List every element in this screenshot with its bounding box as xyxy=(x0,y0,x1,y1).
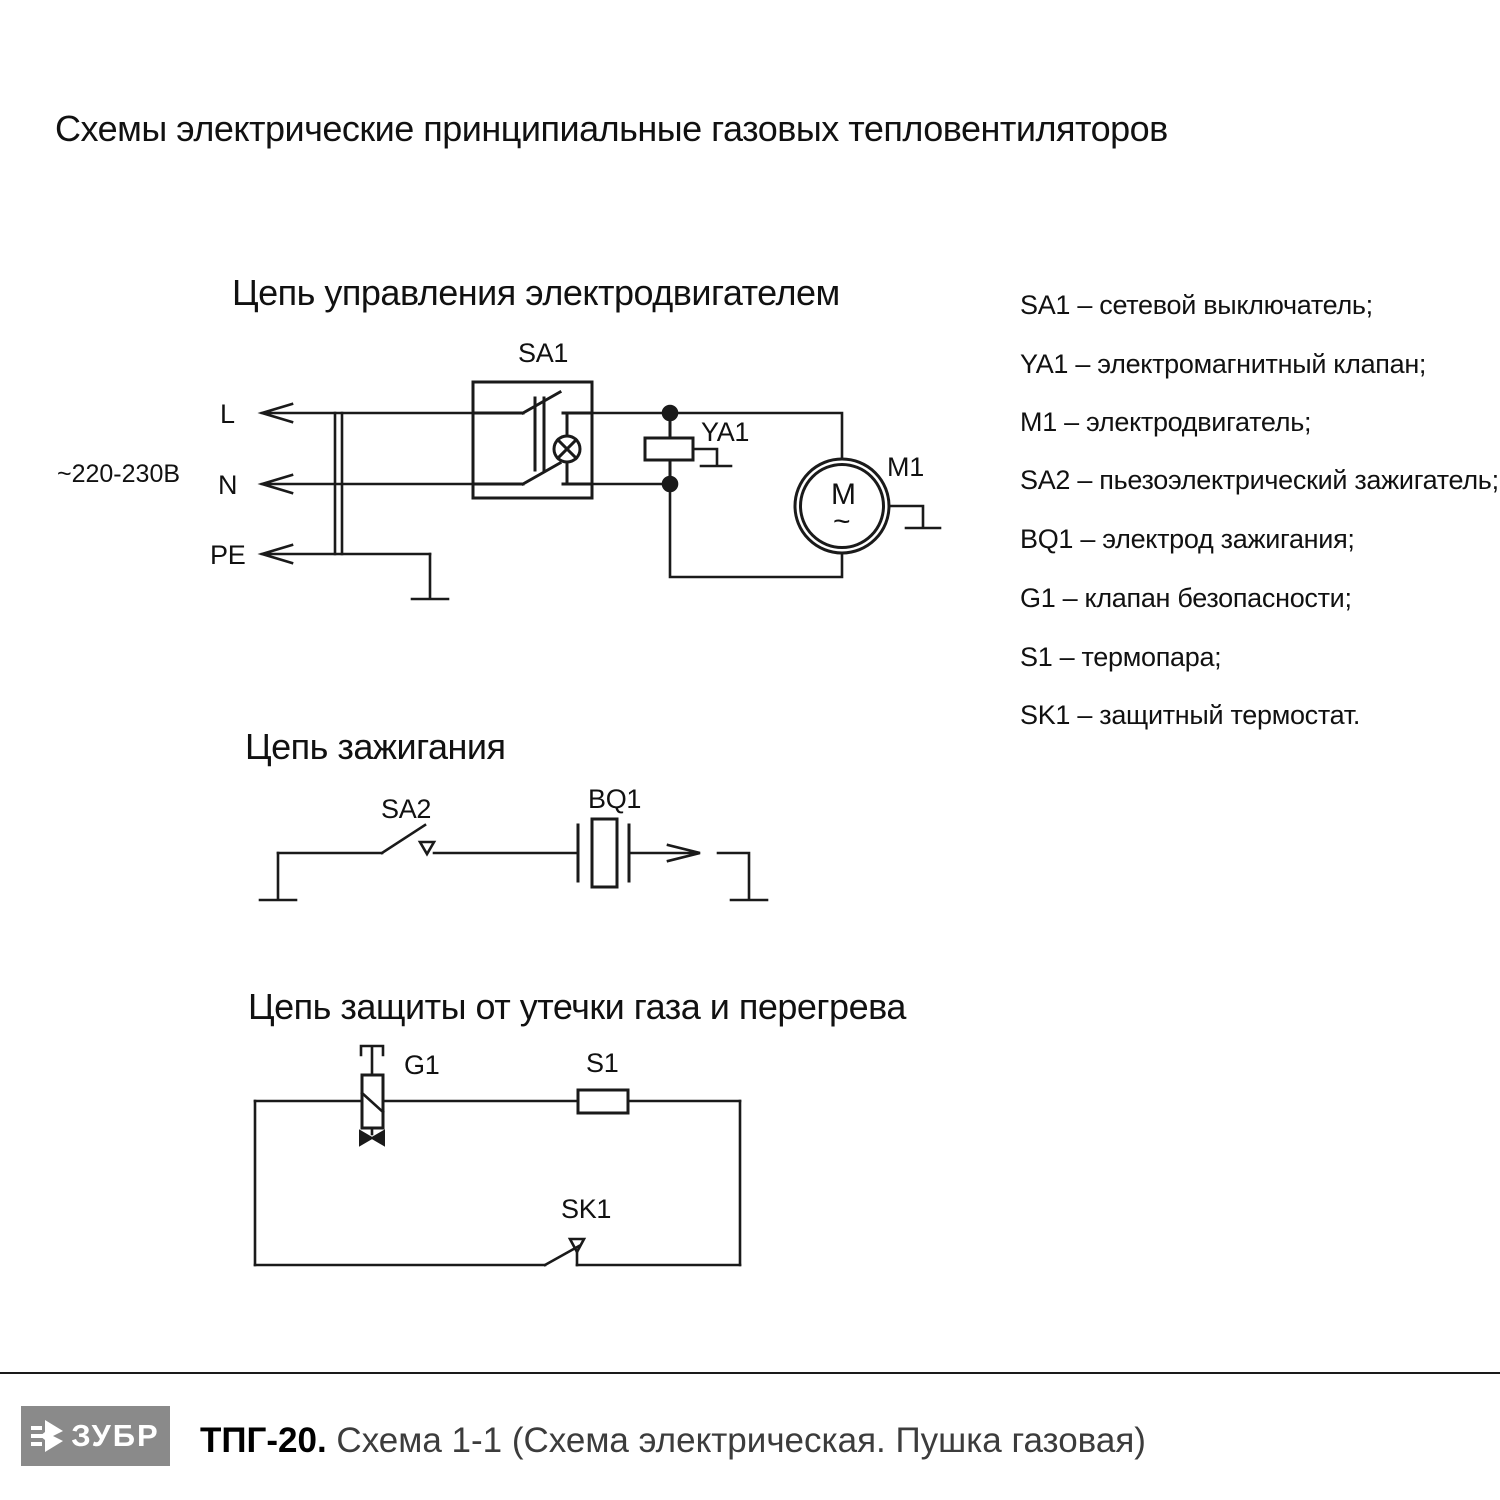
sa1-switch-symbol xyxy=(473,382,592,498)
ignition-right-ground-icon xyxy=(718,853,767,900)
ignition-circuit-title: Цепь зажигания xyxy=(245,726,506,767)
lamp-icon xyxy=(554,413,580,484)
model-number: ТПГ-20. xyxy=(200,1421,327,1460)
brand-name: ЗУБР xyxy=(71,1418,160,1453)
g1-label: G1 xyxy=(404,1050,440,1080)
terminal-l-label: L xyxy=(220,399,235,429)
s1-thermocouple-symbol xyxy=(578,1090,628,1113)
protection-circuit-title: Цепь защиты от утечки газа и перегрева xyxy=(248,986,906,1027)
ignition-left-ground-icon xyxy=(260,853,296,900)
brand-arrow-icon xyxy=(31,1418,65,1454)
legend-item: SK1 – защитный термостат. xyxy=(1020,700,1361,730)
bq1-label: BQ1 xyxy=(588,784,642,814)
sa1-label: SA1 xyxy=(518,338,569,368)
spark-arrow-icon xyxy=(629,845,700,861)
legend-item: M1 – электродвигатель; xyxy=(1020,407,1312,437)
legend-item: SA2 – пьезоэлектрический зажигатель; xyxy=(1020,465,1499,495)
legend-item: G1 – клапан безопасности; xyxy=(1020,583,1352,613)
terminal-pe-label: PE xyxy=(210,540,246,570)
pe-ground-icon xyxy=(412,554,448,599)
m1-label: M1 xyxy=(887,452,924,482)
legend-item: SA1 – сетевой выключатель; xyxy=(1020,290,1373,320)
footer-divider xyxy=(0,1372,1500,1374)
terminal-arrow-pe-icon xyxy=(262,545,430,563)
protection-circuit-drawing xyxy=(255,1046,740,1265)
legend-item: S1 – термопара; xyxy=(1020,642,1222,672)
page-title: Схемы электрические принципиальные газовых тепловентиляторов xyxy=(55,108,1168,149)
terminal-arrow-n-icon xyxy=(262,475,473,493)
scheme-caption: Схема 1-1 (Схема электрическая. Пушка газовая) xyxy=(336,1421,1146,1460)
sk1-thermostat-symbol xyxy=(545,1239,584,1265)
motor-ac-glyph: ~ xyxy=(833,505,851,538)
bq1-electrode-symbol xyxy=(578,819,629,887)
legend-item: YA1 – электромагнитный клапан; xyxy=(1020,349,1427,379)
terminal-arrow-l-icon xyxy=(262,404,473,422)
g1-valve-symbol xyxy=(360,1046,384,1145)
sa2-label: SA2 xyxy=(381,794,432,824)
footer-caption xyxy=(200,1421,1146,1461)
terminal-n-label: N xyxy=(218,470,238,500)
legend-item: BQ1 – электрод зажигания; xyxy=(1020,524,1355,554)
motor-circuit-title: Цепь управления электродвигателем xyxy=(232,272,840,313)
motor-m-glyph: M xyxy=(831,478,856,511)
voltage-label: ~220-230В xyxy=(57,460,181,488)
brand-logo xyxy=(21,1406,170,1466)
wire-n-to-motor xyxy=(670,484,842,577)
sa2-switch-symbol xyxy=(382,825,434,854)
sk1-label: SK1 xyxy=(561,1194,612,1224)
ignition-circuit-drawing xyxy=(260,819,767,900)
ya1-label: YA1 xyxy=(701,417,750,447)
s1-label: S1 xyxy=(586,1048,619,1078)
